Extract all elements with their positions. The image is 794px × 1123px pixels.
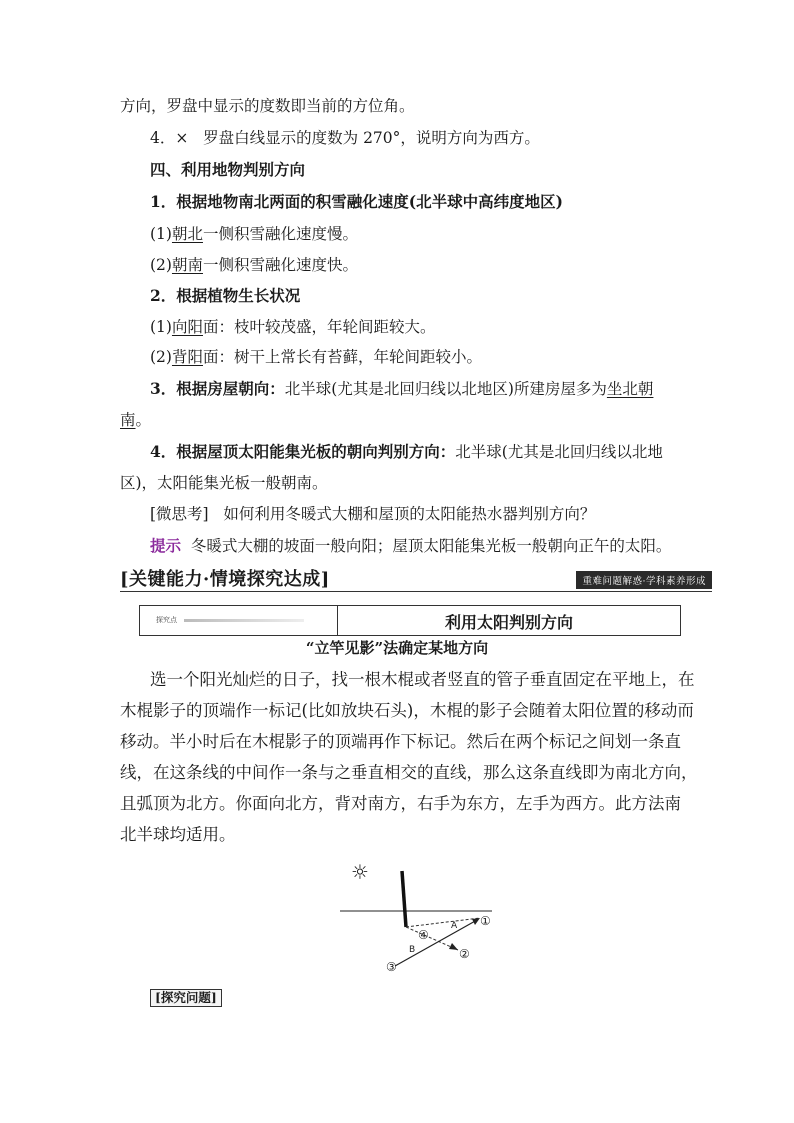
body-line-5: 且弧顶为北方。你面向北方，背对南方，右手为东方，左手为西方。此方法南 xyxy=(120,794,681,813)
label-b: B xyxy=(409,945,416,955)
section-title: [关键能力·情境探究达成] xyxy=(120,569,330,590)
probe-label: 探究点 xyxy=(156,616,177,624)
item-1a: (1)朝北一侧积雪融化速度慢。 xyxy=(150,225,358,243)
label-circle-4: ④ xyxy=(418,928,429,942)
item-2a: (1)向阳面：枝叶较茂盛，年轮间距较大。 xyxy=(150,318,436,336)
think-question: [微思考] 如何利用冬暖式大棚和屋顶的太阳能热水器判别方向？ xyxy=(150,505,596,523)
sun-icon: ☼ xyxy=(351,860,369,884)
item-2-heading: 2．根据植物生长状况 xyxy=(150,286,301,305)
hint: 提示 冬暖式大棚的坡面一般向阳；屋顶太阳能集光板一般朝向正午的太阳。 xyxy=(150,536,672,555)
answer-4: 4．× 罗盘白线显示的度数为 270°，说明方向为西方。 xyxy=(150,129,540,147)
item-1-heading: 1．根据地物南北两面的积雪融化速度(北半球中高纬度地区) xyxy=(150,192,563,211)
probe-stripe xyxy=(184,619,304,622)
item-2b: (2)背阳面：树干上常长有苔藓，年轮间距较小。 xyxy=(150,348,482,366)
item-4-continued: 区)，太阳能集光板一般朝南。 xyxy=(120,474,328,492)
label-a: A xyxy=(451,921,458,931)
body-line-2: 木棍影子的顶端作一标记(比如放块石头)，木棍的影子会随着太阳位置的移动而 xyxy=(120,701,694,720)
label-circle-3: ③ xyxy=(386,960,397,974)
section-header xyxy=(120,565,712,592)
item-3-continued: 南。 xyxy=(120,411,152,429)
item-4: 4．根据屋顶太阳能集光板的朝向判别方向：北半球(尤其是北回归线以北地 xyxy=(150,442,663,461)
probe-question-tag: [探究问题] xyxy=(150,989,222,1007)
label-circle-2: ② xyxy=(459,947,470,961)
arrow-head-2 xyxy=(449,943,458,950)
probe-title: 利用太阳判别方向 xyxy=(444,613,573,632)
stick xyxy=(402,871,406,927)
shadow-stick-figure xyxy=(330,855,510,980)
body-line-6: 北半球均适用。 xyxy=(120,825,236,844)
paragraph-continuation: 方向，罗盘中显示的度数即当前的方位角。 xyxy=(120,97,415,115)
item-1b: (2)朝南一侧积雪融化速度快。 xyxy=(150,256,358,274)
probe-label-cell xyxy=(140,606,338,635)
body-line-3: 移动。半小时后在木棍影子的顶端再作下标记。然后在两个标记之间划一条直 xyxy=(120,732,681,751)
body-line-4: 线，在这条线的中间作一条与之垂直相交的直线，那么这条直线即为南北方向， xyxy=(120,763,698,782)
subheading: “立竿见影”法确定某地方向 xyxy=(305,639,489,657)
section-tag: 重难问题解惑·学科素养形成 xyxy=(576,571,712,589)
label-circle-1: ① xyxy=(480,914,491,928)
heading-section-4: 四、利用地物判别方向 xyxy=(150,160,306,179)
body-line-1: 选一个阳光灿烂的日子，找一根木棍或者竖直的管子垂直固定在平地上，在 xyxy=(150,670,695,689)
probe-box xyxy=(139,605,681,636)
item-3: 3．根据房屋朝向：北半球(尤其是北回归线以北地区)所建房屋多为坐北朝 xyxy=(150,379,654,398)
shadow-1 xyxy=(406,918,480,927)
